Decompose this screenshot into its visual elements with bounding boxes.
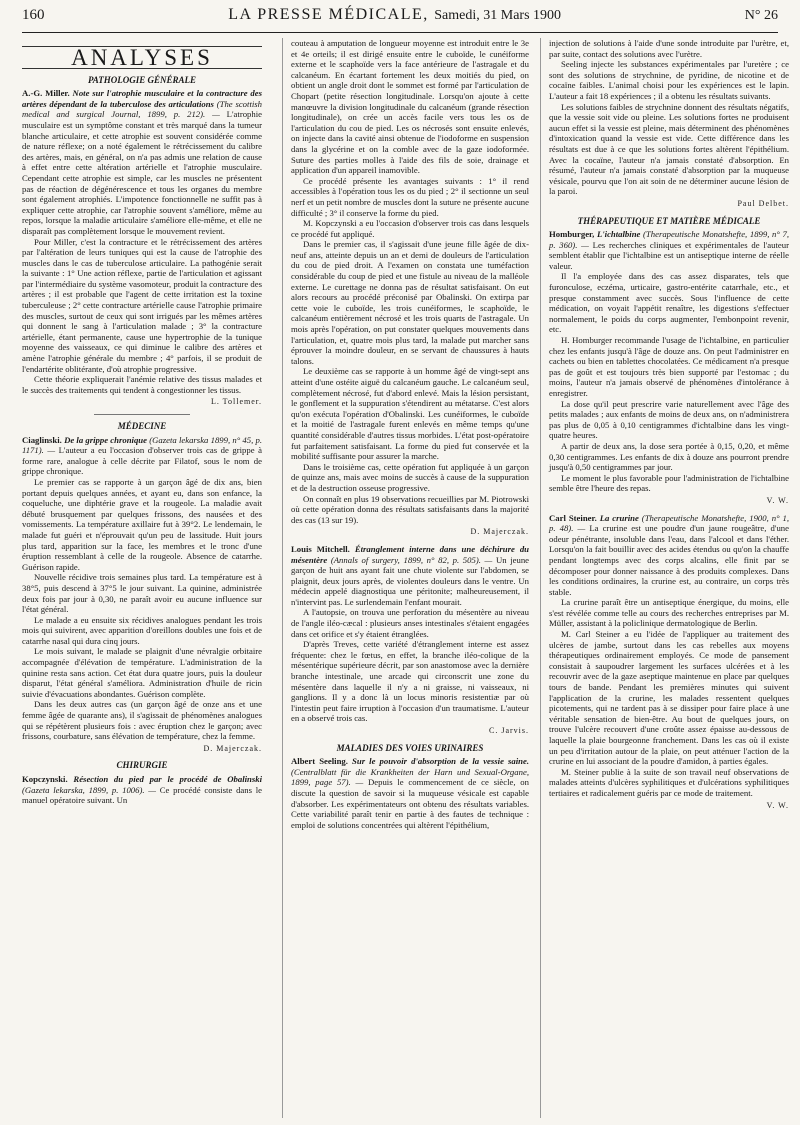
signature: L. Tollemer. [210, 397, 262, 407]
signature: D. Majerczak. [470, 527, 529, 537]
article-intro [549, 513, 789, 598]
paragraph: Pour Miller, c'est la contracture et le rétrécissement des artères par l'altération de leurs tuniques qui est la cause de l'atrophie des muscles dans le cas de tuberculose articulaire. La pathogénie serait la suivante : 1° Une action réflexe, partie de l'articulation et agissant par l'intermédiaire du système vasomoteur, produit la contracture des artères ; il est probable que l'agent de cette irritation est la toxine tuberculeuse ; 2° cette contracture artérielle cause l'atrophie primaire des muscles, surtout de ceux qui sont irrigués par les mêmes artères qui donnent le sang à l'articulation malade ; 3° la contracture artérielle, étant permanente, cause une hypertrophie de la tunique moyenne des vaisseaux, ce qui diminue le calibre des artères et amène l'atrophie générale du membre ; 4° parfois, il se produit de l'endartérite oblitérante, d'où atrophie progressive. [22, 236, 262, 374]
paragraph: H. Homburger recommande l'usage de l'ichtalbine, en particulier chez les enfants jusqu'à l'âge de douze ans. On peut l'administrer en cachets ou bien en tablettes chocolatées. Ce médicament n'a presque pas de goût et est toujours très bien supporté par l'estomac ; du moins, l'auteur n'a jamais observé de phénomènes d'intolérance à enregistrer. [549, 335, 789, 398]
paragraph: injection de solutions à l'aide d'une sonde introduite par l'urètre, et, par suite, contact des solutions avec l'urètre. [549, 38, 789, 59]
paragraph: On connaît en plus 19 observations recueillies par M. Piotrowski où cette opération donna des résultats satisfaisants dans la majorité des cas (13 sur 19). [291, 493, 529, 525]
paragraph: Il l'a employée dans des cas assez disparates, tels que furonculose, eczéma, urticaire, gastro-entérite catarrhale, etc., et presque constamment avec succès. Sous l'influence de cette médication, on voyait l'appétit renaître, les digestions s'effectuer normalement, le poids du corps augmenter, l'embonpoint revenir, etc. [549, 271, 789, 335]
paragraph: Les recherches cliniques et expérimentales de l'auteur semblent établir que l'ichtalbine est un antiseptique interne de réelle valeur. [549, 239, 789, 271]
article-author: Louis Mitchell. [291, 543, 350, 554]
paragraph: M. Kopczynski a eu l'occasion d'observer trois cas dans lesquels ce procédé fut appliqué. [291, 218, 529, 239]
paragraph: Depuis le commencement de ce siècle, on discute la question de savoir si la muqueuse vésicale est capable d'absorber. Les expérimentateurs ont obtenu des résultats variables. Cette variabilité paraît tenir en partie à des fautes de technique : emploi de solutions concentrées qui altèrent l'épithélium, [291, 777, 529, 830]
paragraph: M. Carl Steiner a eu l'idée de l'appliquer au traitement des ulcères de jambe, surtout dans les cas rebelles aux moyens thérapeutiques ordinairement employés. Ce mode de pansement consistait à saupoudrer largement les surfaces ulcérées et à les recouvrir avec de la gaze aseptique maintenue en place par quelques tours de bande. Pendant les premières minutes qui suivent l'application de la crurine, les malades ressentent quelques picotements, qui ne tardent pas à se dissiper pour faire place à une véritable sensation de bien-être. Au bout de quelques jours, on trouve l'ulcère recouvert d'une croûte assez épaisse au-dessous de laquelle la plaie bourgeonne franchement. Dans les cas où il existe un peu d'irritation autour de la plaie, on peut atténuer l'action de la crurine en lui associant de la poudre d'amidon, à parties égales. [549, 629, 789, 767]
paragraph: Ce procédé consiste dans le manuel opératoire suivant. Un [22, 784, 262, 806]
article-intro [291, 756, 529, 830]
article-author: Homburger, [549, 229, 595, 240]
article-ref: (Therapeutische Monatshefte, 1900, n° 1, p. 48). — [549, 512, 789, 534]
journal-name: LA PRESSE MÉDICALE, [228, 6, 429, 23]
signature: C. Jarvis. [489, 726, 529, 735]
paragraph: L'auteur a eu l'occasion d'observer trois cas de grippe à forme rare, analogue à celle décrite par Filatof, sous le nom de grippe chronique. [22, 445, 262, 477]
paragraph: La crurine paraît être un antiseptique énergique, du moins, elle s'est révélée comme telle au cours des recherches entreprises par M. Müller, assistant à la policlinique dermatologique de Berlin. [549, 597, 789, 629]
column-3 [540, 38, 789, 1118]
paragraph: A partir de deux ans, la dose sera portée à 0,15, 0,20, et même 0,30 centigrammes. Les enfants de dix à douze ans pourront prendre jusqu'à 0,50 centigrammes par jour. [549, 440, 789, 473]
issue-number: N° 26 [744, 8, 778, 23]
section-title: MÉDECINE [117, 421, 167, 431]
article-intro [549, 229, 789, 271]
page-number: 160 [22, 7, 45, 23]
column-1 [22, 38, 262, 1118]
paragraph: couteau à amputation de longueur moyenne est introduit entre le 3e et 4e orteils; il est dirigé ensuite entre le cuboïde, le cunéiforme externe et le scaphoïde vers la face antérieure de l'astragale et du calcanéum. En écartant fortement les deux moitiés du pied, on obtient un angle droit dont le sommet est formé par l'articulation de Chopart (petite résection longitudinale. Lorsqu'on ajoute à cette manœuvre la division longitudinale du calcanéum (grande résection longitudinale), on crée un accès facile vers tous les os de l'articulation du cou de pied. Les os nécrosés sont ensuite enlevés, on injecte dans la cavité ainsi obtenue de l'iodoforme en suspension dans la glycérine et on la comble avec de la gaze iodoformée. Suture des parties molles à l'aide des fils de soie, drainage et application d'un appareil inamovible. [291, 38, 529, 176]
article-intro [22, 435, 262, 477]
paragraph: Le deuxième cas se rapporte à un homme âgé de vingt-sept ans atteint d'une ostéite aiguë du calcanéum gauche. Le calcanéum seul, complètement nécrosé, fut d'abord enlevé. Mais la lésion persistant, le gonflement et la suppuration s'étendirent au métatarse. C'est alors qu'on exécuta l'opération d'Obalinski. Les cunéiformes, le cuboïde et la moitié de l'astragale furent enlevés en même temps qu'une quantité considérable d'autres tissus morbides. L'état post-opératoire fut parfaitement satisfaisant. La forme du pied fut conservée et la mobilité suffisante pour assurer la marche. [291, 366, 529, 462]
paragraph: Seeling injecte les substances expérimentales par l'uretère ; ce sont des solutions de strychnine, de pyridine, de nicotine et de cocaïne faibles. L'animal choisi pour les expériences est le lapin. L'auteur a fait 18 expériences ; il a obtenu les résultats suivants. [549, 59, 789, 101]
article-title: Note sur l'atrophie musculaire et la contracture des artères dépendant de la tuberculose des articulations [22, 88, 262, 109]
paragraph: Dans les deux autres cas (un garçon âgé de onze ans et une femme âgée de quarante ans), il s'agissait de phénomènes analogues qui se répétèrent plusieurs fois : avec éruption chez le garçon; avec frissons, courbature, sans élévation de température, chez la femme. [22, 699, 262, 742]
divider [94, 414, 190, 415]
signature: V. W. [766, 800, 789, 810]
article-title: La crurine [599, 512, 639, 523]
article-ref: (Therapeutische Monatshefte, 1899, n° 7, p. 360). — [549, 229, 789, 250]
paragraph: A l'autopsie, on trouva une perforation du mésentère au niveau de l'angle iléo-cæcal : plusieurs anses intestinales s'étaient engagées dans cet orifice et s'y étaient étranglées. [291, 607, 529, 639]
article-author: Albert Seeling. [291, 756, 348, 767]
paragraph: Le malade a eu ensuite six récidives analogues pendant les trois mois qui suivirent, avec apparition d'oreillons doubles une fois et de catarrhe nasal qui dura cinq jours. [22, 614, 262, 646]
paragraph: Ce procédé présente les avantages suivants : 1° il rend accessibles à l'opération tous les os du pied ; 2° il sectionne un seul nerf et un petit nombre de muscles dont la suture ne présente aucune difficulté ; 3° il conserve la forme du pied. [291, 175, 529, 218]
signature: Paul Delbet. [737, 198, 789, 208]
article-ref: (The scottish medical and surgical Journal, 1899, p. 212). — [22, 98, 262, 120]
paragraph: Le moment le plus favorable pour l'administration de l'ichtalbine semble être l'heure des repas. [549, 472, 789, 494]
section-title: CHIRURGIE [116, 760, 168, 771]
article-intro [22, 774, 262, 806]
paragraph: Le mois suivant, le malade se plaignit d'une névralgie orbitaire accompagnée d'élévation de température. L'administration de la quinine resta sans action. Cet état dura quatre jours, puis la douleur disparut, l'état général s'améliora. Administration d'huile de ricin suivie d'évacuations abondantes. Guérison complète. [22, 646, 262, 699]
paragraph: Nouvelle récidive trois semaines plus tard. La température est à 38°5, puis descend à 37°5 le jour suivant. La quinine, administrée deux fois par jour à 0,30, ne paraît avoir eu aucune influence sur l'état général. [22, 572, 262, 615]
paragraph: Dans le troisième cas, cette opération fut appliquée à un garçon de quinze ans, mais avec moins de succès à cause de la suppuration et de la destruction osseuse progressive. [291, 461, 529, 493]
section-heading: ANALYSES [22, 46, 262, 69]
paragraph: Un jeune garçon de huit ans ayant fait une chute violente sur l'abdomen, se plaignit, deux jours après, de violentes douleurs dans le ventre. Un médecin appelé diagnostiqua une péritonite; malheureusement, il n'intervint pas. Le surlendemain l'enfant mourait. [291, 554, 529, 607]
article-title: Résection du pied par le procédé de Obalinski [73, 774, 262, 784]
issue-date: Samedi, 31 Mars 1900 [434, 8, 562, 23]
article-intro [22, 88, 262, 236]
paragraph: D'après Treves, cette variété d'étranglement interne est assez fréquente: chez le fœtus, en effet, la branche iléo-colique de la mésentérique supérieure décrit, par son anastomose avec la dernière branche intestinale, une arcade qui circonscrit une zone du mésentère dans laquelle il n'y a ni graisse, ni vaisseaux, ni ganglions. Il y a donc là un locus minoris resistentiæ par où l'intestin peut faire irruption à l'occasion d'un traumatisme. L'auteur en a observé trois cas. [291, 639, 529, 724]
article-intro [291, 544, 529, 608]
article-author: A.-G. Miller. [22, 88, 70, 99]
article-title: Étranglement interne dans une déchirure du mésentère [291, 543, 529, 565]
journal-title [228, 6, 561, 24]
paragraph: La dose qu'il peut prescrire varie naturellement avec l'âge des petits malades ; aux enfants de moins de deux ans, on n'administrera pas plus de 0,05 à 0,10 centigrammes d'ichtalbine dans les vingt-quatre heures. [549, 398, 789, 441]
paragraph: Cette théorie expliquerait l'anémie relative des tissus malades et le succès des traitements qui tendent à congestionner les tissus. [22, 374, 262, 395]
article-author: Kopczynski. [22, 774, 68, 784]
article-ref: (Gazeta lekarska 1899, n° 45, p. 1171). — [22, 434, 262, 456]
section-title: THÉRAPEUTIQUE ET MATIÈRE MÉDICALE [577, 215, 761, 226]
section-title: MALADIES DES VOIES URINAIRES [336, 742, 484, 753]
article-title: Sur le pouvoir d'absorption de la vessie saine. [352, 756, 529, 767]
article-ref: (Annals of surgery, 1899, n° 82, p. 505). — [330, 554, 493, 565]
article-title: L'ichtalbine [596, 229, 641, 240]
paragraph: L'atrophie musculaire est un symptôme constant et très marqué dans la tumeur blanche articulaire, et cette atrophie est souvent considérée comme de nature réflexe; on a noté également le rétrécissement du calibre des artères, mais, en général, on n'a pas admis une relation de cause à effet entre cette altération artérielle et l'atrophie musculaire. Cependant cette atrophie est simple, car les muscles ne présentent pas de réaction de dégénérescence et tous les organes du membre sont également atrophiés. L'impotence fonctionnelle ne suffit pas à expliquer cette atrophie, car l'atrophie souvent s'améliore, même au repos, lorsque la maladie articulaire s'améliore elle-même, et elle ne disparaît pas complètement lorsque le mouvement revient. [22, 109, 262, 236]
paragraph: Le premier cas se rapporte à un garçon âgé de dix ans, bien portant depuis quelques années, et ayant eu, dans son enfance, la coqueluche, une diphtérie grave et la rougeole. La maladie avait débuté brusquement par quelques frissons, des nausées et des vomissements. La température axillaire fut à 39°2. Le lendemain, le malade fut guéri et n'éprouvait qu'un peu de lassitude. Huit jours plus tard, apparition sur la face, les membres et le tronc d'une éruption ressemblant à celle de la rougeole. Absence de catarrhe. Guérison rapide. [22, 476, 262, 572]
article-author: Carl Steiner. [549, 512, 597, 523]
article-author: Ciaglinski. [22, 434, 62, 445]
article-title: De la grippe chronique [64, 434, 147, 445]
section-title: PATHOLOGIE GÉNÉRALE [87, 74, 197, 85]
paragraph: Dans le premier cas, il s'agissait d'une jeune fille âgée de dix-neuf ans, atteinte depuis un an et demi de douleurs de l'articulation du cou de pied droit. A l'examen on constata une tuméfaction considérable du coup de pied et une fistule au niveau de la malléole externe. Le curettage ne donna pas de résultat satisfaisant. On eut alors recours au procédé préconisé par Obalinski. On extirpa par cette voie le cuboïde, les trois cunéiformes, le scaphoïde, le calcanéum entièrement nécrosé et les trois quarts de l'astragale. Un mois après l'opération, on put constater quelques mouvements dans l'articulation, et, quatre mois plus tard, la malade put marcher sans éprouver la moindre douleur, en se servant de chaussures à hauts talons. [291, 239, 529, 366]
signature: V. W. [766, 495, 789, 505]
paragraph: M. Steiner publie à la suite de son travail neuf observations de malades atteints d'ulcères syphilitiques et d'ulcérations syphilitiques tertiaires et radicalement guéris par ce mode de traitement. [549, 766, 789, 798]
paragraph: La crurine est une poudre d'un jaune rougeâtre, d'une odeur pénétrante, insoluble dans l'eau, dans l'alcool et dans l'éther. Lorsqu'on la fait bouillir avec des acides étendus ou qu'on la chauffe pendant longtemps avec des corps alcalins, elle finit par se décomposer pour donner naissance à des produits complexes. Dans les conditions ordinaires, la crurine est, au contraire, un corps très stable. [549, 523, 789, 597]
article-ref: (Centralblatt für die Krankheiten der Harn und Sexual-Organe, 1899, page 57). — [291, 766, 529, 788]
article-ref: (Gazeta lekarska, 1899, p. 1006). — [22, 784, 156, 795]
signature: D. Majerczak. [203, 743, 262, 753]
column-2 [282, 38, 529, 1118]
page-header [22, 6, 778, 33]
paragraph: Les solutions faibles de strychnine donnent des résultats négatifs, que la vessie soit vide ou pleine. Les solutions fortes ne produisent aucun effet si la vessie est pleine, mais déterminent des phénomènes d'intoxication quand la vessie est vide. Cette différence dans les résultats est due à ce que les solutions fortes altèrent l'épithélium. Avec la cocaïne, l'auteur n'a jamais constaté d'absorption. En résumé, l'auteur n'a jamais constaté d'absorption par la muqueuse vésicale, pourvu que l'on ait soin de ne déterminer aucune lésion de la paroi. [549, 101, 789, 197]
